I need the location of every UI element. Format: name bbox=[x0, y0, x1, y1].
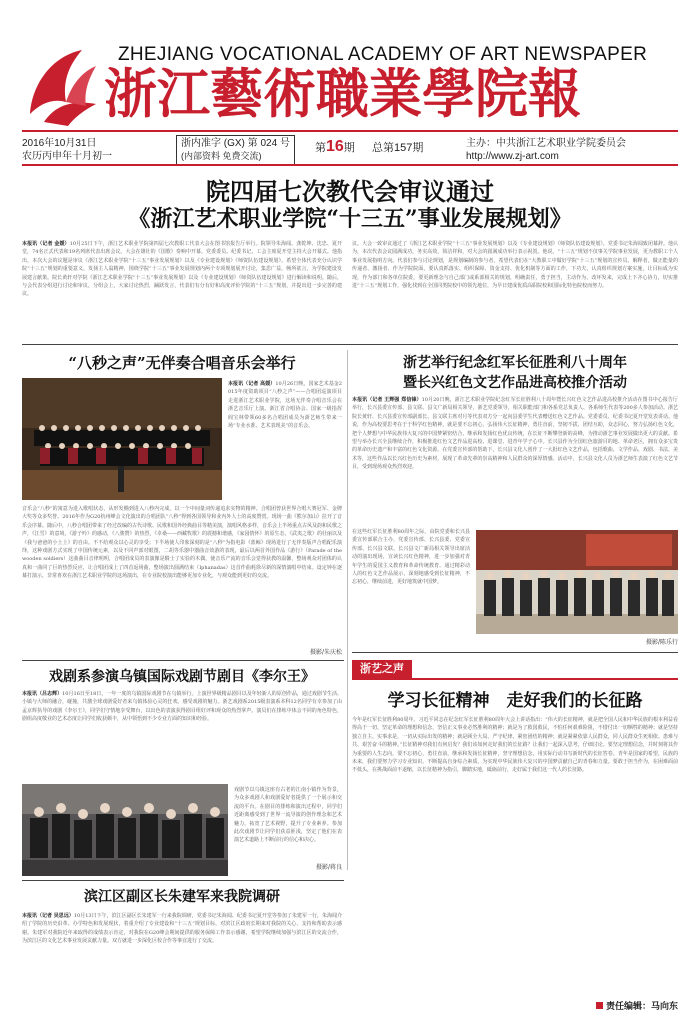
lead-body-right: 议。大会一致审议通过了《浙江艺术职业学院“十三五”事业发展规划》以及《专业建设规划》《师资队伍建设规划》。党委书记朱海闻致闭幕辞。他认为，本次代表会议圆满成功，务实高效，简洁祥和，对大会的圆满成功举行表示祝贺。他说，“十三五”规划不仅事关学院事业发展，更为教职工个人事业发展指明方向。代表们参与讨论规划，是规划编制的参与者，希望代表们在“大教职工中做好学院“十三五”规划的宣传员、解释者，做正能量的传递者、激扬者、作为学院院面，要认真抓落实、组织保障、资金支持、优化机制等方面的工作，下功夫，认真组织规划方案实施，让目标成为实现，作为部门和各单位院委，要更新理念与自己部门或系部相关的规划，明确责任，勇于担当，主动作为，改坏发来，完成上下齐心协力，切实推进“十三五”规划工作，强化找到在全国同类院校中的领先地位，为早日建成优质高职院校和国际化特色院校而努力。 bbox=[352, 241, 678, 290]
issue-label-pre: 第 bbox=[315, 142, 326, 154]
article-spirit-title: 学习长征精神 走好我们的长征路 bbox=[387, 691, 643, 711]
lead-divider bbox=[22, 344, 678, 345]
permit-block bbox=[176, 135, 295, 165]
right-divider bbox=[352, 652, 678, 653]
article-changzheng-body bbox=[352, 396, 678, 524]
opera-group-photo bbox=[22, 784, 228, 876]
permit-number: 浙内准字 (GX) 第 024 号 bbox=[181, 138, 290, 149]
article-8sec-side-text: 10月26日晚，国家艺术基金2015年度资助项目“八秒之声”——合唱团巡演项目走进浙江艺术职业学院，这场无伴奏合唱音乐会在浙艺音乐厅上演。浙江省合唱协会、国家一级指挥阎宝林带领60多名合唱团成员为浙艺师生带来一场“专业水准、艺术表现美”的音乐会。 bbox=[228, 381, 342, 430]
lead-byline: 本报讯（记者 金媛） bbox=[22, 241, 70, 247]
article-opera-body bbox=[22, 690, 342, 782]
column-divider bbox=[347, 350, 348, 870]
masthead-chinese-title: 浙江藝術職業學院報 bbox=[104, 63, 581, 125]
article-binjiang-body bbox=[22, 912, 342, 1012]
article-8sec-byline: 本报讯（记者 高媛） bbox=[228, 381, 276, 387]
article-changzheng-photo-credit: 摄影/陈乐行 bbox=[645, 639, 678, 646]
article-binjiang-title: 滨江区副区长朱建军来我院调研 bbox=[84, 889, 280, 905]
article-changzheng-body-text: 10月20日晚，浙江艺术职业学院纪念红军长征胜利八十周年暨长兴红色文艺作品进高校推介活动在图书中心报告厅举行，长兴县委宣传部、县文联、县文广新局相关领导，浙艺党委领导，相关职能部门和各系党总负责人、各系师生代表等200多人参加活动。浙艺院长黄轩、长兴县委宣传部副部长、县文联主席对月等代表双方分一起向县委学生代表赠送红色文艺作品。党委委员、纪委书记夏开堂发表讲话。他说，作为高校要思考在于于科学红色精神，就是要不忘初心，弘扬伟大长征精神，勇往直前，坚韧不拔，团结互助，众志同心，努力弘扬红色文化，把个人梦想与中华民族伟大复兴的中国梦紧密结合，继承和发扬红色优良传统，在长征不断攀登新的高峰，为推动浙艺事业发展做出更大的贡献。希望与举办长兴全县继续合作，积极推进红色文艺作品进高校、进课堂、进青年学子心中。长兴县作为全国红色旅游目的地、革命老区，拥有众多宝贵的革命历史遗产和丰富的红色文化资源。在党委宣传部的帮助下，长兴县文化人创作了一大批红色文艺作品，包括歌曲、文学作品、戏剧、书法、美术等，这些作品以长兴红色历史为素材，展现了革命先辈的崇高精神和人民群众的深厚情感。活动中，长兴县文化人员为浙艺师生表演了红色文艺节目，受到现场观众热烈欢迎。 bbox=[352, 397, 678, 471]
article-opera-photo-credit: 摄影/蒋良 bbox=[315, 864, 342, 871]
issue-date-block bbox=[22, 137, 112, 163]
article-opera-title: 戏剧系参演乌镇国际戏剧节剧目《李尔王》 bbox=[49, 669, 315, 685]
choir-photo bbox=[22, 378, 222, 500]
article-opera-byline: 本报讯（吕志辉） bbox=[22, 691, 63, 697]
editor-name: 责任编辑：马向东 bbox=[605, 1002, 678, 1012]
website-url[interactable]: http://www.zj-art.com bbox=[466, 151, 559, 162]
lunar-date: 农历丙申年十月初一 bbox=[22, 151, 112, 162]
article-spirit-body: 今年是红军长征胜利80周年。习近平同志在纪念红军长征胜利80周年大会上讲话指出：“伟大的长征精神，就是把全国人民和中华民族的根本利益看得高于一切，坚定革命的理想和信念，坚信正义事业必然胜利的精神；就是为了救国救民，不怕任何艰难险阻，不惜付出一切牺牲的精神；就是坚持独立自主、实事求是，一切从实际出发的精神；就是顾全大局、严守纪律、紧密团结的精神；就是紧紧依靠人民群众，同人民群众生死相依、患难与共、艰苦奋斗的精神。”长征精神对我们有何启发？我们该如何走好我们的长征路？让我们一起深入思考，仔细讨论。要坚定理想信念，并时刻将其作为重要的人生志向，要不忘初心，勇往直前，继承和发扬长征精神，坚守理想信念，用实际行动书写新时代的长征答卷。青年是国家的希望，民族的未来，我们要努力学习专业知识，不断提高自身综合素质，为实现中华民族伟大复兴的中国梦贡献自己的青春和力量。要敢于担当作为，在困难面前不低头，在挑战面前不退缩，以长征精神为指引，脚踏实地，砥砺前行，走好属于我们这一代人的长征路。 bbox=[352, 717, 678, 774]
article-changzheng-title-1: 浙艺举行纪念红军长征胜利八十周年 bbox=[403, 355, 627, 371]
changzheng-event-photo bbox=[476, 530, 678, 634]
lead-body-left-text: 10月25日下午，浙江艺术职业学院第四届七次教职工代表大会在图书馆报告厅举行。院领导朱海闻、龚乾坤、沈忠、夏开堂，74名正式代表和19名列席代表出席会议。大会在雄壮的《国歌》奏响中开幕。党委委员、纪委书记、工会主席夏开堂主持大会开幕式。他指出，本次大会的议题是审议《浙江艺术职业学院“十三五”事业发展规划》以及《专业建设规划》《师资队伍建设规划》。希望全体代表充分认识学院“十三五”规划的重要意义，发扬主人翁精神，围绕学院“十三五”事业发展规划内两个专项规划展开讨论，集思广益，畅所欲言，为学院建设发展建言献策。院长黄轩对学院《浙江艺术职业学院“十三五”事业发展规划》以及《专业建设规划》《师资队伍建设规划》进行解读和说明。随后，与会代表分组进行讨论和审议，分组会上，大家讨论热烈，踊跃发言，代表们有分有好和高度评价学院的“十三五”规划，并提出进一步完善的建议。 bbox=[22, 241, 342, 298]
issue-label-post: 期 bbox=[343, 142, 355, 154]
lead-headline-1: 院四届七次教代会审议通过 bbox=[206, 177, 494, 206]
masthead-bottom-rule bbox=[22, 164, 678, 166]
total-issue: 总第157期 bbox=[372, 142, 424, 154]
article-8sec-body: 音乐会“八秒”的寓意为进入歌唱状态，从形发椭到进入八秒内完成，以一个中间量词传递追求实物的精神。合唱团曾获世界合唱大赛冠军、金牌大奖等众多奖誉。2016年作为G20杭州峰会文化演出的合唱团队“八秒”得到各国领导和业内外人士的高度赞赏。现场一曲《熊尔加山》拉开了音乐会序幕。随后中，八秒合唱团带来了经过改编的古代诗歌、民歌和国外经典曲目等精美演，演唱风格多样，音乐会上半场重点古风及韵和民歌之声，《江雪》的意境，《游子吟》的感动，《八骏赞》的热烈，《卓桑——西藏牧歌》的震撼和谐感，《家园情怀》的原生态，《武夷之歌》的壮丽以及《我与爸爸的小土上》的自由。不不给观众以心灵的享受；下半场使人印象深刻的是“八秒”为指电影《蓝鲸》现场进行了无伴奏版声合唱配乐演绎，这种戏剧方式实现了中国传统元素，以及不同声部对眼图，二胡等乐器中器曲音效游的表现，最后以两首外国作品《游行》（Parade of the wooden soldiers）这曲曲目音律明明，合唱团成员的表演像是騎士了实验的木偶，使音乐产流的音乐会觉得获教的温馨，整场观众对团体的认真和一曲同了巨的热烈反应，让合唱团成上了四首返场曲，整场演出圆满结束（Iphanadas）这首作曲耗徐尽新的深情演唱中结束。设定钟在逐幕打演示，非常喜欢在浙江艺术职业学院的这场演出，在专业院校演出能够更加专业化，与观众能到更好的交流。 bbox=[22, 506, 342, 580]
lead-body-left bbox=[22, 240, 342, 340]
article-changzheng-byline: 本报讯（记者 王辉强 郑信锋） bbox=[352, 397, 422, 403]
masthead-english-title: ZHEJIANG VOCATIONAL ACADEMY OF ART NEWSPAPER bbox=[118, 44, 648, 65]
article-changzheng-title-2: 暨长兴红色文艺作品进高校推介活动 bbox=[403, 375, 627, 391]
lead-headline-2: 《浙江艺术职业学院“十三五”事业发展规划》 bbox=[128, 206, 572, 232]
issue-date: 2016年10月31日 bbox=[22, 138, 97, 149]
section-label-zheyi-voice: 浙艺之声 bbox=[352, 660, 412, 678]
article-8sec-side bbox=[228, 380, 342, 504]
article-8sec-photo-credit: 摄影/朱庆松 bbox=[309, 649, 342, 656]
editor-credit bbox=[560, 999, 678, 1012]
article-binjiang-byline: 本报讯（记者 吴思远） bbox=[22, 913, 74, 919]
permit-note: (内部资料 免费交流) bbox=[181, 151, 262, 161]
issue-number-block bbox=[315, 140, 355, 155]
article-opera-body-text: 10月16日至18日，一年一度的乌镇国际戏剧节在乌镇举行。上演世界级精品剧目以及年轻新人的原创作品，通过戏剧节生活、小镇与大师的融合，碰撞，共激全球戏剧爱好者来乌镇体验心灵的狂欢。感受戏剧的魅力。浙艺戏剧系2015级表演系本科12名同学有幸参加了由孟京辉执导的戏剧《李尔王》，同学们守情地享受舞台，以出色的表演获得剧目组好评和观众的热烈掌声。演员们在排练中体会不同的角色特色，剧组高度敬业的艺术态度让同学们收获颇丰，从中领悟到不少专业方面的知识和经验。 bbox=[22, 691, 342, 723]
article-8sec-title: “八秒之声”无伴奏合唱音乐会举行 bbox=[68, 354, 296, 372]
section-rule bbox=[352, 678, 678, 680]
article-binjiang-body-text: 10月13日下午，滨江区副区长朱建军一行来我院调研，党委书记朱海闻、纪委书记夏开堂等参加了朱建军一行，朱海闻介绍了学院的历史沿革、办学特色和发展现状，着重介绍了专业建设和“十三五”规划目标，对滨江区政府长期来对我院的关心、支持和帮助表示感谢。朱建军对我院近年来取得的成绩表示肯定，对我院在G20峰会期间提供的服务保障工作表示感谢，希望学院继续加强与滨江区的交流合作，为滨江区的文化艺术事业发展贡献力量。双方就进一步深化区校合作等事宜进行了交流。 bbox=[22, 913, 342, 945]
sponsor: 主办：中共浙江艺术职业学院委员会 bbox=[466, 138, 626, 149]
article-opera-side: 戏剧节以乌镇这座有古老的江南小镇作为背景，为众多戏剧人和戏剧爱好者提供了一个展示和交流的平台。在剧目的排练和演出过程中，同学们近距离感受到了世界一流导演的创作理念和艺术魅力，拓宽了艺术视野，提升了专业素养。参加此次戏剧节让同学们获益匪浅，坚定了他们在表演艺术道路上不断前行的信心和决心。 bbox=[234, 787, 342, 844]
left-divider-2 bbox=[22, 880, 344, 881]
left-divider-1 bbox=[22, 660, 344, 661]
masthead-rule bbox=[22, 130, 678, 132]
article-changzheng-side: 在这些红军长征胜利80周年之际，由院党委和长兴县委宣传部联合主办，党委宣传部、长兴县委、党委宣传部、长兴县文联、长兴县文广新局相关领导出席活动的演出现场，宣读长兴红色精神，进一步加强对青年学生的爱国主义教育和革命传统教育。通过精彩动人的红色文艺作品展示，深刻地感受到长征精神，不忘初心，继续前进，更好地筑就中国梦。 bbox=[352, 529, 470, 586]
academy-logo bbox=[22, 44, 100, 126]
issue-number: 16 bbox=[326, 138, 344, 155]
editor-marker-icon bbox=[596, 1002, 603, 1009]
sponsor-block bbox=[466, 137, 626, 163]
